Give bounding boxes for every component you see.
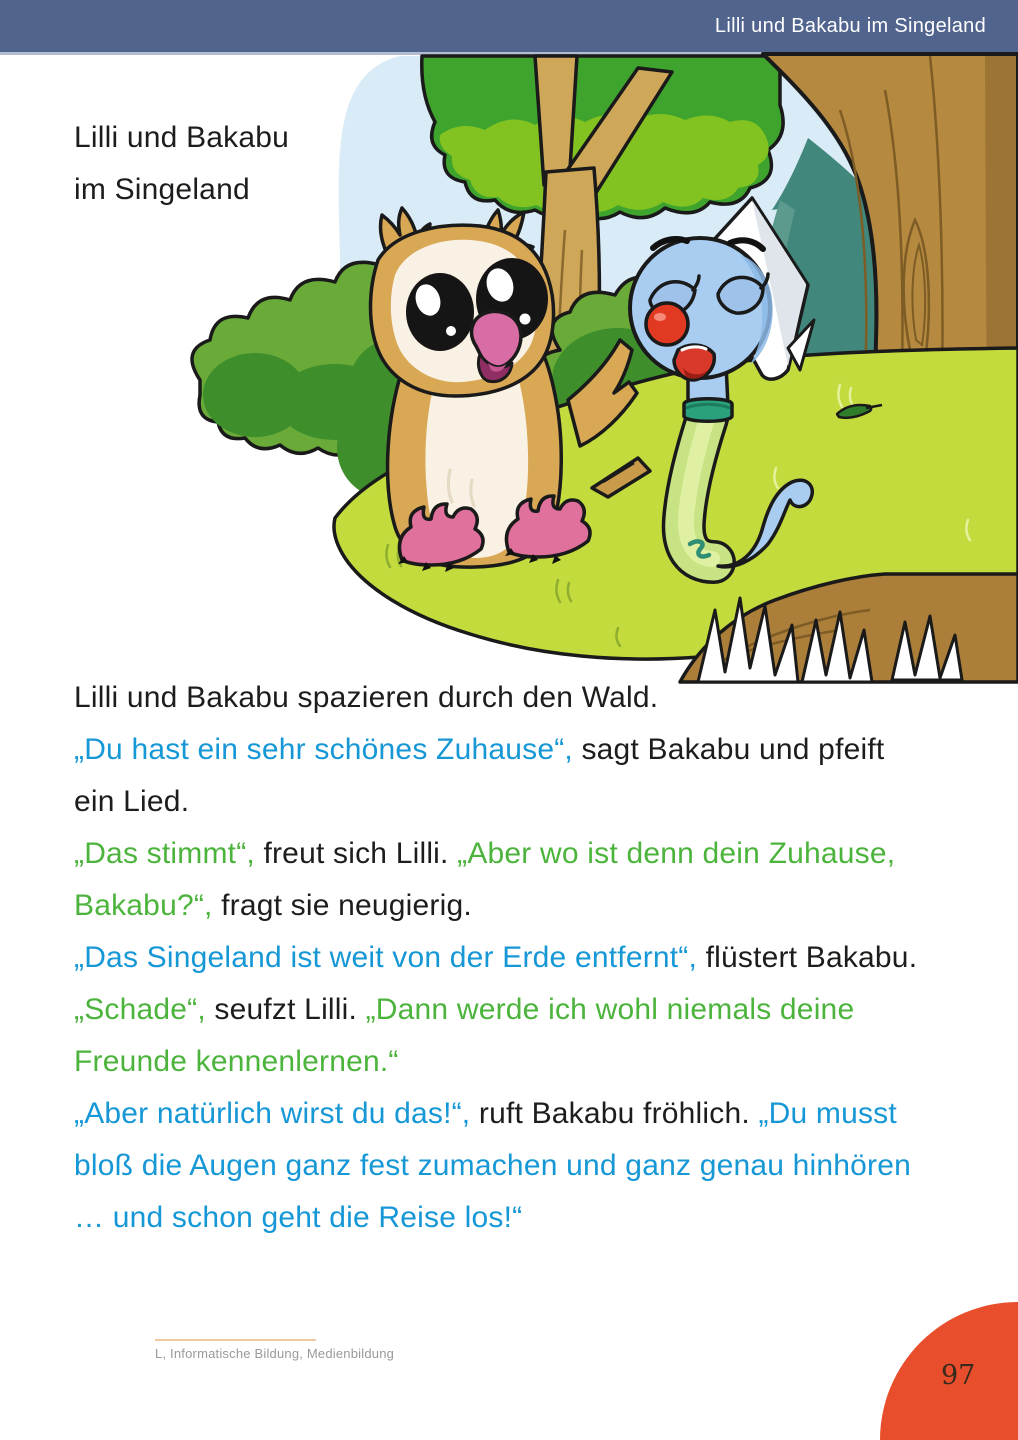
story-line [74, 1036, 954, 1088]
story-segment: „Dann werde ich wohl niemals deine [365, 993, 855, 1026]
story-segment: „Das stimmt“, [74, 837, 255, 870]
footer-tags: L, Informatische Bildung, Medienbildung [155, 1346, 395, 1361]
story-line [74, 724, 954, 776]
story-segment: „Aber wo ist denn dein Zuhause, [457, 837, 896, 870]
story-segment: „Schade“, [74, 993, 206, 1026]
story-segment: „Du musst [758, 1097, 897, 1130]
story [74, 672, 954, 1244]
page-title [74, 112, 289, 216]
story-segment: „Das Singeland ist weit von der Erde entfernt“, [74, 941, 698, 974]
story-segment: fragt sie neugierig. [212, 889, 472, 922]
page-title-line2: im Singeland [74, 173, 250, 206]
story-line [74, 1088, 954, 1140]
story-line [74, 880, 954, 932]
story-line [74, 672, 954, 724]
story-segment: ruft Bakabu fröhlich. [470, 1097, 759, 1130]
story-line [74, 776, 954, 828]
bakabu-nose [646, 303, 688, 345]
story-segment: Lilli und Bakabu spazieren durch den Wald. [74, 681, 659, 714]
story-segment: Freunde kennenlernen.“ [74, 1045, 399, 1078]
story-line [74, 932, 954, 984]
footer-divider [155, 1339, 316, 1341]
page-title-line1: Lilli und Bakabu [74, 121, 290, 154]
page-number: 97 [941, 1360, 976, 1391]
story-line [74, 1192, 954, 1244]
story-segment: freut sich Lilli. [254, 837, 458, 870]
bakabu-mouth [674, 345, 714, 380]
story-line [74, 1140, 954, 1192]
header-bar [0, 0, 1018, 55]
story-segment: „Aber natürlich wirst du das!“, [74, 1097, 471, 1130]
story-segment: bloß die Augen ganz fest zumachen und ganz genau hinhören [74, 1149, 912, 1182]
story-segment: ein Lied. [74, 785, 190, 818]
story-line [74, 984, 954, 1036]
story-segment: flüstert Bakabu. [697, 941, 918, 974]
bakabu-body [684, 418, 714, 562]
header-title: Lilli und Bakabu im Singeland [714, 14, 986, 37]
story-segment: seufzt Lilli. [205, 993, 366, 1026]
story-line [74, 828, 954, 880]
story-segment: Bakabu?“, [74, 889, 213, 922]
story-segment: „Du hast ein sehr schönes Zuhause“, [74, 733, 573, 766]
story-segment: sagt Bakabu und pfeift [572, 733, 885, 766]
bakabu-ring [684, 399, 732, 422]
story-segment: … und schon geht die Reise los!“ [74, 1201, 523, 1234]
